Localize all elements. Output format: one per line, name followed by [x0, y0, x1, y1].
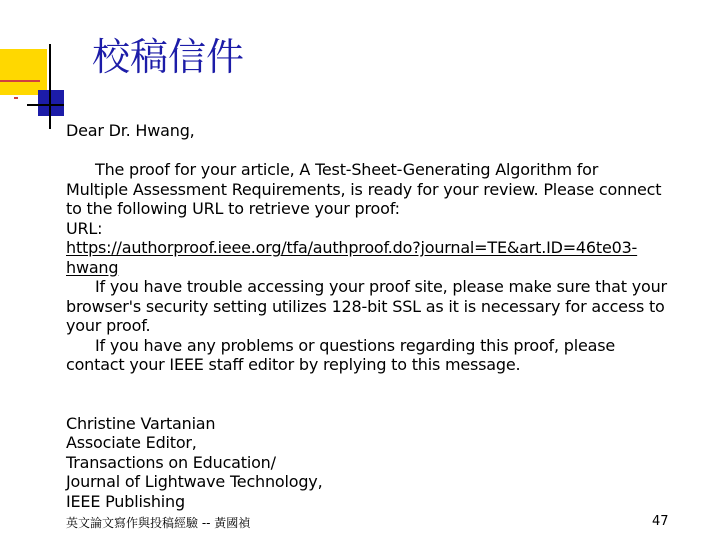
- proof-url-link-part-2[interactable]: hwang: [66, 257, 119, 277]
- paragraph-1-line-2: Multiple Assessment Requirements, is ready for your review. Please connect: [66, 179, 662, 199]
- signature-publisher: IEEE Publishing: [66, 491, 185, 511]
- signature-journal-1: Transactions on Education/: [66, 452, 276, 472]
- paragraph-3-line-1: If you have any problems or questions regarding this proof, please: [95, 335, 615, 355]
- decorative-red-line: [0, 80, 40, 82]
- decorative-horizontal-line: [27, 104, 64, 106]
- paragraph-2-line-3: your proof.: [66, 316, 151, 335]
- page-number: 47: [652, 514, 669, 529]
- decorative-vertical-line: [49, 44, 51, 129]
- paragraph-1-line-3: to the following URL to retrieve your proof:: [66, 199, 400, 218]
- paragraph-2-line-2: browser's security setting utilizes 128-bit SSL as it is necessary for access to: [66, 296, 665, 316]
- signature-name: Christine Vartanian: [66, 413, 216, 433]
- decorative-red-tick: [14, 97, 18, 99]
- decorative-yellow-square: [0, 49, 47, 95]
- spacer: [66, 375, 686, 395]
- paragraph-3-line-2: contact your IEEE staff editor by replying to this message.: [66, 355, 521, 374]
- decorative-blue-square: [38, 90, 64, 116]
- letter-body: [66, 121, 686, 511]
- paragraph-1-line-1: The proof for your article, A Test-Sheet-Generating Algorithm for: [95, 160, 599, 179]
- signature-journal-2: Journal of Lightwave Technology,: [66, 472, 323, 491]
- paragraph-2-line-1: If you have trouble accessing your proof site, please make sure that your: [95, 277, 667, 296]
- proof-url-link-part-1[interactable]: https://authorproof.ieee.org/tfa/authproof.do?journal=TE&art.ID=46te03-: [66, 238, 638, 257]
- spacer: [66, 141, 686, 161]
- slide-title: 校稿信件: [92, 35, 245, 79]
- signature-role: Associate Editor,: [66, 433, 197, 452]
- footer-text: 英文論文寫作與投稿經驗 -- 黃國禎: [66, 516, 251, 530]
- greeting: Dear Dr. Hwang,: [66, 121, 195, 140]
- url-label: URL:: [66, 218, 103, 238]
- spacer: [66, 394, 686, 414]
